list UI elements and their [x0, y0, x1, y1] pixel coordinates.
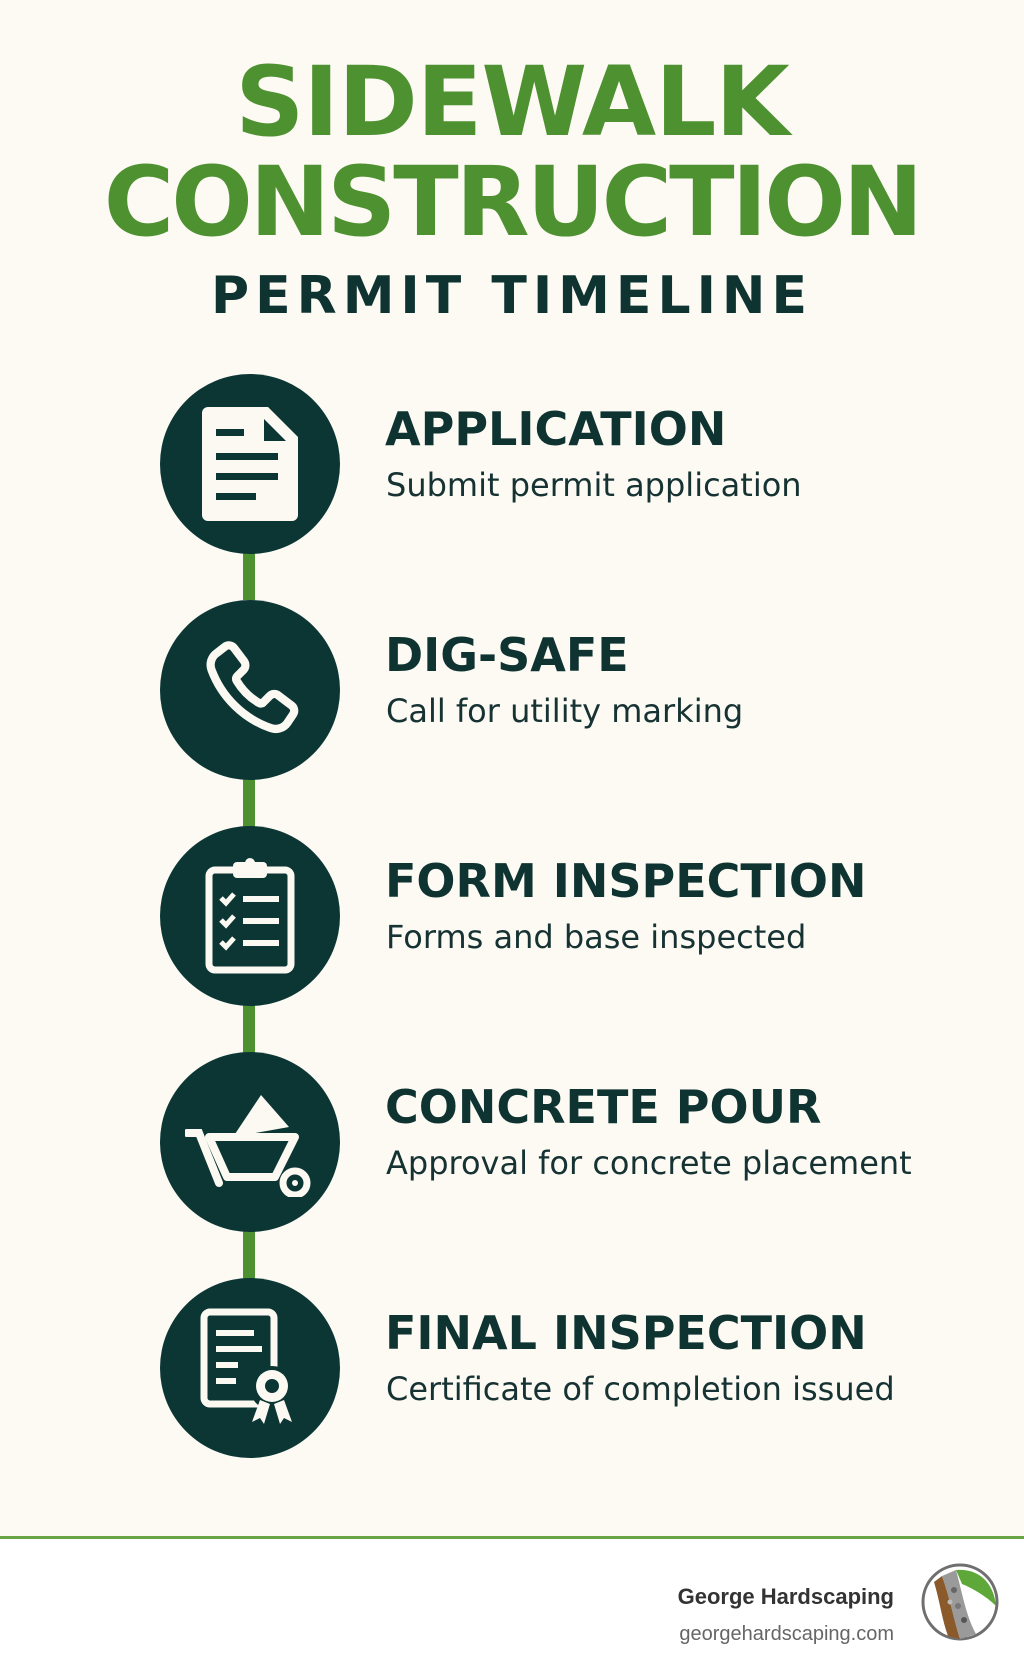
step-title: CONCRETE POUR: [385, 1080, 822, 1134]
subtitle: PERMIT TIMELINE: [211, 266, 813, 326]
footer: [0, 1539, 1024, 1666]
timeline-step-final-inspection: [160, 1278, 1020, 1458]
document-icon: [202, 407, 298, 521]
step-icon-circle: [160, 826, 340, 1006]
clipboard-checklist-icon: [205, 858, 295, 974]
step-title: DIG-SAFE: [385, 628, 629, 682]
timeline-step-concrete-pour: [160, 1052, 1020, 1232]
step-description: Submit permit application: [386, 466, 802, 504]
step-description: Forms and base inspected: [386, 918, 807, 956]
timeline-step-form-inspection: [160, 826, 1020, 1006]
step-description: Certificate of completion issued: [386, 1370, 895, 1408]
brand-url: georgehardscaping.com: [679, 1623, 894, 1645]
certificate-icon: [200, 1308, 300, 1428]
phone-icon: [195, 635, 305, 745]
step-description: Approval for concrete placement: [386, 1144, 912, 1182]
step-title: APPLICATION: [385, 402, 727, 456]
step-icon-circle: [160, 374, 340, 554]
step-icon-circle: [160, 1052, 340, 1232]
timeline-step-dig-safe: [160, 600, 1020, 780]
company-logo-icon: [920, 1562, 1000, 1642]
title-line-1: SIDEWALK: [235, 46, 789, 158]
step-title: FORM INSPECTION: [385, 854, 867, 908]
wheelbarrow-icon: [185, 1087, 315, 1197]
timeline-step-application: [160, 374, 1020, 554]
step-title: FINAL INSPECTION: [385, 1306, 867, 1360]
step-icon-circle: [160, 600, 340, 780]
step-description: Call for utility marking: [386, 692, 744, 730]
step-icon-circle: [160, 1278, 340, 1458]
title-line-2: CONSTRUCTION: [103, 146, 921, 258]
brand-name: George Hardscaping: [677, 1584, 894, 1609]
